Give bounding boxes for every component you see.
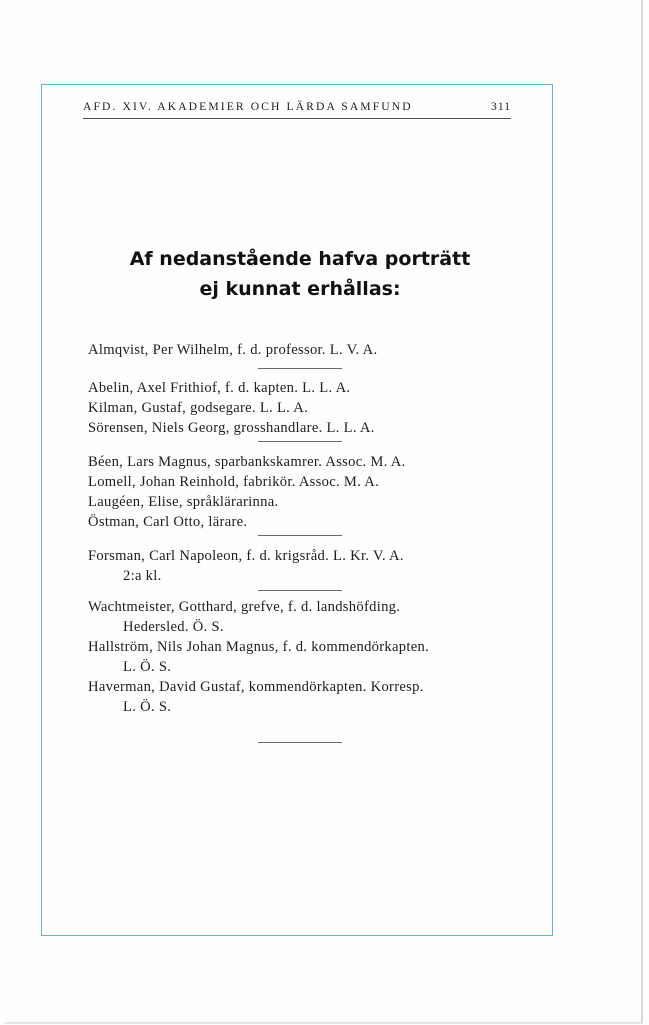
entry-list	[88, 340, 528, 717]
group-separator	[258, 535, 342, 536]
heading-line-2: ej kunnat erhållas:	[199, 278, 401, 300]
list-item: Hallström, Nils Johan Magnus, f. d. kommendörkapten. L. Ö. S.	[88, 639, 430, 675]
heading-line-1: Af nedanstående hafva porträtt	[129, 248, 471, 270]
list-item: Béen, Lars Magnus, sparbankskamrer. Assoc. M. A.	[88, 454, 406, 470]
running-head	[83, 100, 511, 113]
page-number: 311	[491, 100, 511, 113]
list-item: Wachtmeister, Gotthard, grefve, f. d. landshöfding. Hedersled. Ö. S.	[88, 599, 401, 635]
list-item: Laugéen, Elise, språklärarinna.	[88, 494, 279, 510]
section-heading	[80, 244, 520, 304]
running-head-title: AFD. XIV. AKADEMIER OCH LÄRDA SAMFUND	[83, 100, 413, 113]
list-item: Almqvist, Per Wilhelm, f. d. professor. L. V. A.	[88, 342, 378, 358]
list-item: Sörensen, Niels Georg, grosshandlare. L. L. A.	[88, 420, 375, 436]
list-item: Lomell, Johan Reinhold, fabrikör. Assoc. M. A.	[88, 474, 380, 490]
list-item: Abelin, Axel Frithiof, f. d. kapten. L. L. A.	[88, 380, 351, 396]
list-item: Haverman, David Gustaf, kommendörkapten. Korresp. L. Ö. S.	[88, 679, 424, 715]
group-separator	[258, 441, 342, 442]
list-item: Östman, Carl Otto, lärare.	[88, 514, 248, 530]
group-separator	[258, 590, 342, 591]
running-head-rule	[83, 118, 511, 119]
list-item: Kilman, Gustaf, godsegare. L. L. A.	[88, 400, 309, 416]
group-separator	[258, 368, 342, 369]
list-item: Forsman, Carl Napoleon, f. d. krigsråd. L. Kr. V. A. 2:a kl.	[88, 548, 404, 584]
closing-rule	[258, 742, 342, 743]
